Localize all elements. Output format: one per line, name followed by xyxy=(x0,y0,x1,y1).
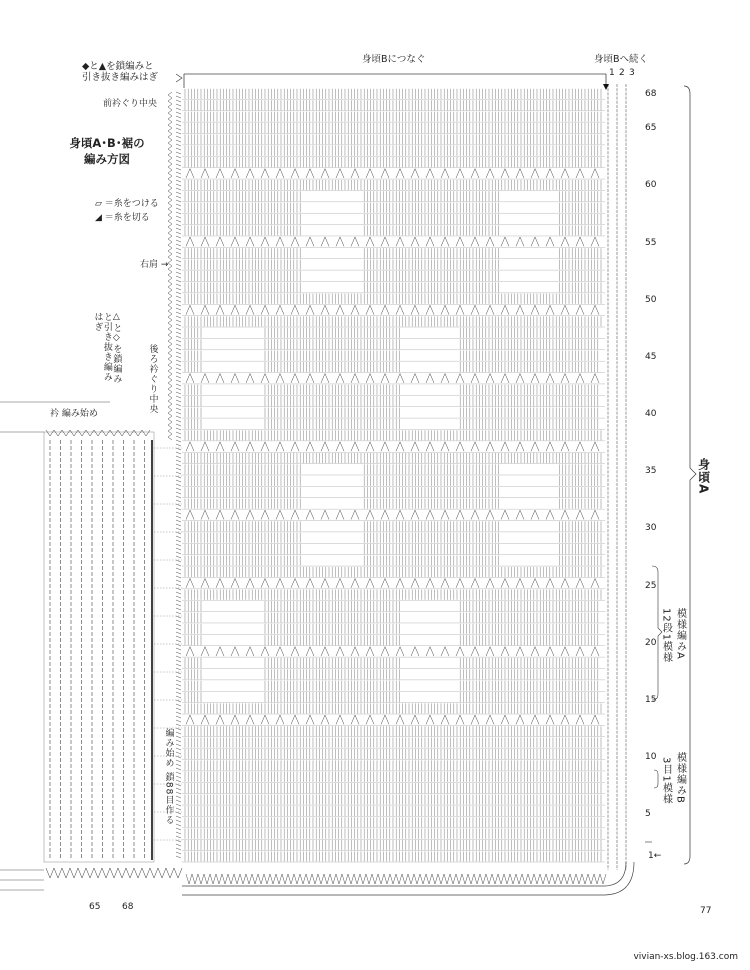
stitch-row xyxy=(185,157,601,167)
bottom-edging xyxy=(186,874,606,884)
stitch-row xyxy=(185,624,598,634)
collar-number-68: 68 xyxy=(122,902,134,912)
stitch-row xyxy=(185,533,601,543)
diagram-title xyxy=(62,136,152,167)
stitch-row xyxy=(185,681,598,691)
v-stitch-row xyxy=(186,237,599,246)
stitch-row xyxy=(185,658,598,668)
stitch-row xyxy=(185,669,598,679)
page-number: 77 xyxy=(700,906,712,916)
v-stitch-row xyxy=(186,442,599,451)
pattern-b-brace xyxy=(654,770,658,788)
row-number: 40 xyxy=(645,409,657,420)
stitch-row xyxy=(185,590,601,600)
stitch-row xyxy=(185,817,601,827)
stitch-row xyxy=(185,601,598,611)
collar-bottom-edge xyxy=(46,868,182,878)
stitch-row xyxy=(185,385,598,395)
pattern-a-label: 模様編みA xyxy=(674,608,686,660)
stitch-row xyxy=(185,134,601,144)
diagram-title-line1: 身頃A･B･裾の xyxy=(69,136,145,150)
stitch-row xyxy=(185,419,598,429)
row-number: 50 xyxy=(645,294,657,305)
stitch-row xyxy=(185,829,601,839)
v-stitch-row xyxy=(186,305,599,314)
top-edge-ticks xyxy=(184,74,606,88)
stitch-row xyxy=(185,612,598,622)
right-shoulder-text: 右肩 xyxy=(140,260,159,270)
row-number: 20 xyxy=(645,637,657,648)
watermark: vivian-xs.blog.163.com xyxy=(633,952,738,962)
stitch-row xyxy=(185,544,601,554)
diagram-title-line2: 編み方図 xyxy=(84,151,130,166)
stitch-row xyxy=(185,476,601,486)
v-stitch-row xyxy=(186,510,599,519)
stitch-row xyxy=(185,191,601,201)
legend-cut-text: ＝糸を切る xyxy=(104,213,150,223)
v-stitch-row xyxy=(186,374,599,383)
stitch-row xyxy=(185,396,598,406)
stitch-row xyxy=(185,89,601,99)
row-number: 25 xyxy=(645,580,657,591)
stitch-row xyxy=(185,499,601,509)
chain-start-label: 編み始め 鎖88目作る xyxy=(163,728,174,826)
bottom-curve-outer xyxy=(182,862,634,895)
legend-attach xyxy=(95,200,159,209)
stitch-row xyxy=(185,430,601,440)
stitch-row xyxy=(185,703,601,713)
stitch-row xyxy=(185,840,601,850)
stitch-row xyxy=(185,248,601,258)
stitch-row xyxy=(185,100,601,110)
stitch-number-2: 2 xyxy=(619,68,625,78)
row-number: 5 xyxy=(645,809,651,820)
legend-cut xyxy=(95,214,150,223)
row-number: 68 xyxy=(645,89,657,99)
collar-start-label: 衿 編み始め xyxy=(50,409,98,419)
stitch-row xyxy=(185,260,601,270)
stitch-row xyxy=(185,271,601,281)
stitch-row xyxy=(185,453,601,463)
body-a-label: 身頃A xyxy=(696,458,711,495)
v-stitch-row xyxy=(186,715,599,724)
stitch-row xyxy=(185,328,598,338)
stitch-row xyxy=(185,692,598,702)
body-a-brace xyxy=(684,86,696,864)
right-shoulder-label: 右肩 → xyxy=(140,260,169,270)
row-number: 30 xyxy=(645,523,657,534)
stitch-row xyxy=(185,180,601,190)
stitch-row xyxy=(185,316,601,326)
cut-icon: ◢ xyxy=(95,213,102,223)
row-1-marker: 1← xyxy=(648,851,662,861)
stitch-number-1: 1 xyxy=(609,68,615,78)
stitch-row xyxy=(185,726,601,736)
stitch-row xyxy=(185,408,598,418)
v-stitch-row xyxy=(186,647,599,656)
stitch-row xyxy=(185,123,601,133)
pattern-a-repeat: 12段1模様 xyxy=(660,608,672,664)
stitch-row xyxy=(185,282,601,292)
stitch-row xyxy=(185,635,598,645)
pattern-b-label: 模様編みB xyxy=(674,752,686,804)
stitch-row xyxy=(185,464,601,474)
v-stitch-row xyxy=(186,578,599,587)
collar-top-edge xyxy=(46,430,150,436)
attach-marker-icon xyxy=(176,74,182,82)
front-neck-label: 前衿ぐり中央 xyxy=(103,99,158,109)
row-number: 10 xyxy=(645,752,657,763)
attach-icon: ▱ xyxy=(95,199,102,209)
stitch-row xyxy=(185,203,601,213)
stitch-row xyxy=(185,112,601,122)
row-number: 45 xyxy=(645,351,657,362)
neck-edge xyxy=(168,92,172,440)
v-stitch-row xyxy=(186,169,599,178)
stitch-row xyxy=(185,146,601,156)
pattern-b-repeat: 3目1模様 xyxy=(660,757,672,805)
stitch-row xyxy=(185,556,601,566)
collar-number-65: 65 xyxy=(89,902,101,912)
back-neck-label: 後ろ衿ぐり中央 xyxy=(147,344,158,414)
row-number: 55 xyxy=(645,237,657,248)
join-note-line1: ◆と▲を鎖編みと xyxy=(82,61,154,72)
row-1-number: 1 xyxy=(648,851,654,861)
top-center-label: 身頃Bにつなぐ xyxy=(362,54,426,65)
stitch-row xyxy=(185,749,601,759)
legend-attach-text: ＝糸をつける xyxy=(104,199,159,209)
stitch-row xyxy=(185,351,598,361)
stitch-row xyxy=(185,214,601,224)
join-note-line2: 引き抜き編みはぎ xyxy=(82,72,159,83)
stitch-row xyxy=(185,851,601,861)
row-number: 15 xyxy=(645,694,657,705)
top-right-label: 身頃Bへ続く xyxy=(594,54,649,65)
left-edge-chain xyxy=(176,92,181,858)
stitch-row xyxy=(185,362,598,372)
row-number: 60 xyxy=(645,180,657,191)
row-number: 35 xyxy=(645,466,657,477)
stitch-number-3: 3 xyxy=(629,68,635,78)
stitch-row xyxy=(185,738,601,748)
stitch-row xyxy=(185,795,601,805)
stitch-row xyxy=(185,760,601,770)
row-number: 65 xyxy=(645,123,657,134)
stitch-row xyxy=(185,772,601,782)
stitch-row xyxy=(185,806,601,816)
stitch-row xyxy=(185,339,598,349)
stitch-row xyxy=(185,783,601,793)
stitch-row xyxy=(185,225,601,235)
stitch-row xyxy=(185,487,601,497)
stitch-row xyxy=(185,521,601,531)
triangle-note: △と◇を鎖編みと引き抜き編みはぎ xyxy=(92,312,122,384)
stitch-row xyxy=(185,294,601,304)
stitch-row xyxy=(185,567,601,577)
